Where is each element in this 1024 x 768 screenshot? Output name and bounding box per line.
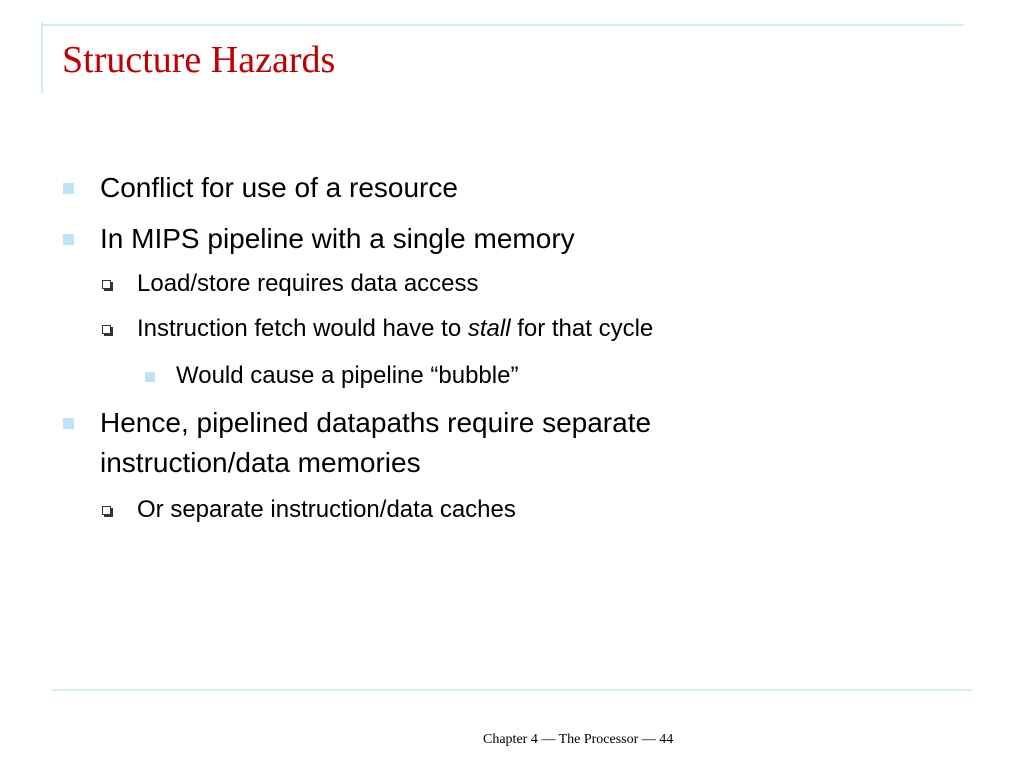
hollow-square-bullet-icon [102,280,111,289]
bullet-conflict [100,168,458,208]
sub-bullet-load-store [137,268,479,300]
bullet-text-post: for that cycle [510,315,654,342]
sub-sub-bullet-bubble [176,360,518,392]
bullet-text-pre: Instruction fetch would have to [137,315,468,342]
bullet-text-line2: instruction/data memories [100,447,421,478]
square-bullet-icon [63,418,74,429]
sub-bullet-separate-caches [137,494,516,526]
square-bullet-icon [145,372,155,382]
bullet-text-emphasis: stall [467,315,511,342]
bullet-text: Conflict for use of a resource [100,172,458,203]
hollow-square-bullet-icon [102,506,111,515]
bullet-text: Or separate instruction/data caches [137,496,516,523]
bullet-mips-pipeline [100,219,575,259]
title-divider-horizontal [41,24,964,26]
hollow-square-bullet-icon [102,325,111,334]
bullet-text-line1: Hence, pipelined datapaths require separate [100,407,652,438]
bullet-text: Load/store requires data access [137,270,479,297]
bullet-text: In MIPS pipeline with a single memory [100,223,575,254]
square-bullet-icon [63,234,74,245]
slide-footer: Chapter 4 — The Processor — 44 [483,732,674,747]
slide-title: Structure Hazards [62,39,336,81]
bullet-hence-separate-memories [100,403,651,483]
bullet-text: Would cause a pipeline “bubble” [176,362,519,389]
footer-divider [52,689,972,691]
sub-bullet-instruction-fetch [137,313,653,345]
title-divider-vertical [41,22,43,94]
square-bullet-icon [63,183,74,194]
